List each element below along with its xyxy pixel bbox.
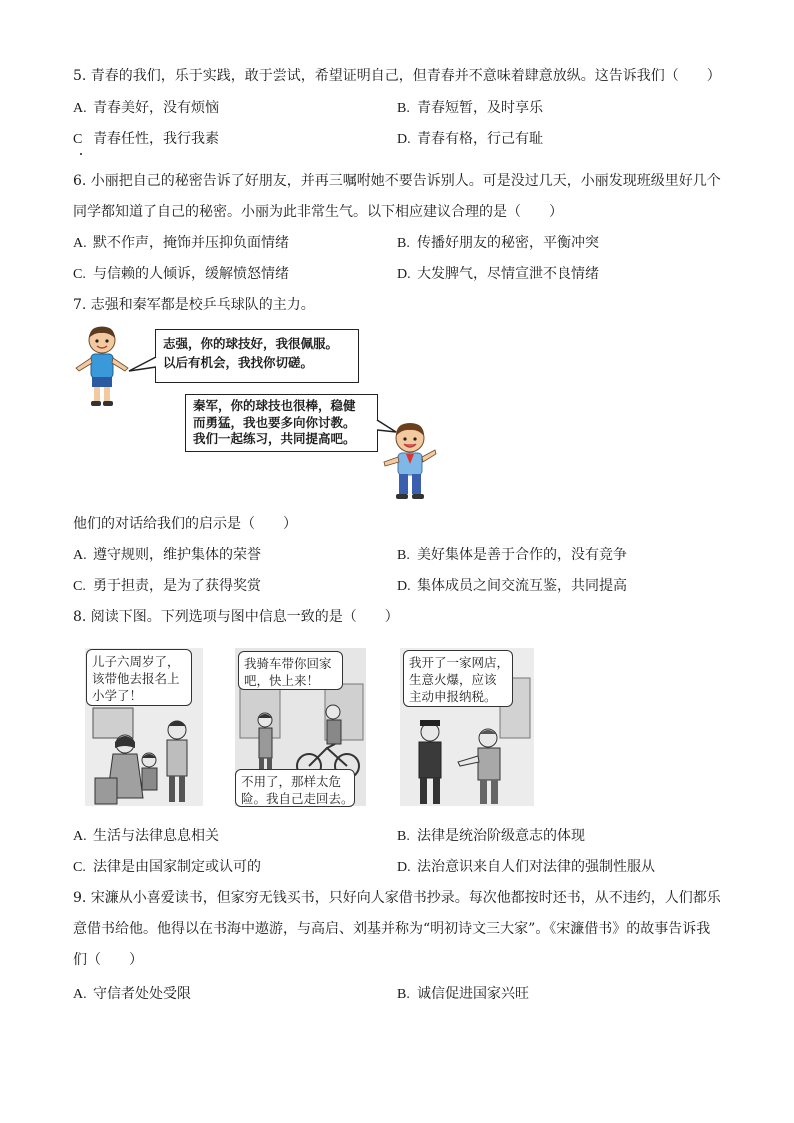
q8-stem: 8. 阅读下图。下列选项与图中信息一致的是（ ） (73, 609, 399, 625)
bubble-line: 以后有机会，我找你切磋。 (163, 355, 314, 370)
q6-stem-line2: 同学都知道了自己的秘密。小丽为此非常生气。以下相应建议合理的是（ ） (73, 204, 563, 220)
q6-option-c (73, 264, 289, 285)
option-text: 遵守规则，维护集体的荣誉 (93, 547, 261, 563)
option-text: 青春任性，我行我素 (93, 131, 219, 147)
option-text: 美好集体是善于合作的，没有竞争 (417, 547, 627, 563)
option-text: 法治意识来自人们对法律的强制性服从 (417, 859, 655, 875)
bubble-line: 儿子六周岁了， (92, 654, 180, 669)
q7-option-b (397, 545, 627, 566)
bubble-line: 而勇猛，我也要多向你讨教。 (193, 414, 356, 430)
option-letter: C. (73, 860, 86, 875)
panel3-speech-bubble (403, 650, 513, 707)
bubble-line: 险。我自己走回去。 (241, 791, 354, 806)
bubble-line: 小学了！ (92, 688, 143, 703)
q6-option-d (397, 264, 599, 285)
bubble-line: 秦军，你的球技也很棒，稳健 (193, 398, 356, 413)
option-text: 勇于担责，是为了获得奖赏 (93, 578, 261, 594)
bubble-line: 不用了，那样太危 (241, 774, 342, 789)
option-letter: A. (73, 829, 87, 844)
stray-dot (80, 153, 82, 155)
q7-stem: 7. 志强和秦军都是校乒乓球队的主力。 (73, 297, 315, 313)
q8-option-b (397, 826, 585, 847)
q5-stem: 5. 青春的我们，乐于实践，敢于尝试，希望证明自己，但青春并不意味着肆意放纵。这告诉我们（ ） (73, 68, 721, 84)
bubble-line: 我骑车带你回家 (244, 656, 332, 671)
option-text: 法律是由国家制定或认可的 (93, 859, 261, 875)
option-letter: A. (73, 987, 87, 1002)
option-letter: D. (397, 860, 411, 875)
q5-option-d (397, 129, 543, 150)
option-letter: C. (73, 267, 86, 282)
q9-option-a (73, 984, 191, 1005)
q6-stem-line1: 6. 小丽把自己的秘密告诉了好朋友，并再三嘱咐她不要告诉别人。可是没过几天，小丽发现班级里好几个 (73, 173, 721, 189)
panel2-bottom-speech-bubble (235, 769, 355, 807)
option-text: 与信赖的人倾诉，缓解愤怒情绪 (93, 266, 289, 282)
q9-stem-line3: 们（ ） (73, 952, 143, 968)
bubble-line: 吧，快上来！ (244, 673, 320, 688)
option-text: 青春短暂，及时享乐 (417, 100, 543, 116)
q5-option-b (397, 98, 543, 119)
q6-option-b (397, 233, 599, 254)
option-text: 集体成员之间交流互鉴，共同提高 (417, 578, 627, 594)
zhiqiang-speech-bubble (155, 329, 359, 383)
bubble-line: 我开了一家网店， (409, 655, 510, 670)
option-text: 默不作声，掩饰并压抑负面情绪 (93, 235, 289, 251)
bubble-line: 该带他去报名上 (92, 671, 180, 686)
boy-zhiqiang-illustration (72, 324, 132, 408)
panel2-top-speech-bubble (238, 651, 343, 690)
option-letter: C. (73, 579, 86, 594)
panel1-speech-bubble (86, 649, 192, 706)
bubble-line: 生意火爆，应该 (409, 672, 497, 687)
option-text: 诚信促进国家兴旺 (417, 986, 529, 1002)
q7-option-c (73, 576, 261, 597)
option-text: 青春有格，行己有耻 (417, 131, 543, 147)
bubble-line: 我们一起练习，共同提高吧。 (193, 431, 356, 446)
option-text: 传播好朋友的秘密，平衡冲突 (417, 235, 599, 251)
q6-option-a (73, 233, 289, 254)
option-text: 大发脾气，尽情宣泄不良情绪 (417, 266, 599, 282)
bubble-line: 主动申报纳税。 (409, 689, 497, 704)
option-letter: A. (73, 548, 87, 563)
q9-stem-line1: 9. 宋濂从小喜爱读书，但家穷无钱买书，只好向人家借书抄录。每次他都按时还书，从不违约，人们都乐 (73, 890, 721, 906)
option-text: 青春美好，没有烦恼 (93, 100, 219, 116)
q5-option-c (73, 129, 219, 150)
q7-option-d (397, 576, 627, 597)
q7-question: 他们的对话给我们的启示是（ ） (73, 516, 297, 532)
option-letter: B. (397, 829, 410, 844)
option-letter: A. (73, 101, 87, 116)
option-text: 生活与法律息息相关 (93, 828, 219, 844)
option-letter: B. (397, 987, 410, 1002)
option-letter: D. (397, 267, 411, 282)
qinjun-speech-bubble (185, 394, 378, 452)
option-letter: D. (397, 132, 411, 147)
bubble-line: 志强，你的球技好，我很佩服。 (163, 336, 339, 351)
option-text: 守信者处处受限 (93, 986, 191, 1002)
q9-stem-line2: 意借书给他。他得以在书海中遨游，与高启、刘基并称为“明初诗文三大家”。《宋濂借书》的故事告诉我 (73, 921, 711, 937)
q5-option-a (73, 98, 219, 119)
q9-option-b (397, 984, 529, 1005)
option-letter: A. (73, 236, 87, 251)
q7-option-a (73, 545, 261, 566)
q8-option-a (73, 826, 219, 847)
boy-qinjun-illustration (380, 420, 438, 502)
q8-option-d (397, 857, 655, 878)
option-letter: B. (397, 101, 410, 116)
option-letter: C (73, 132, 83, 147)
option-text: 法律是统治阶级意志的体现 (417, 828, 585, 844)
option-letter: B. (397, 236, 410, 251)
option-letter: D. (397, 579, 411, 594)
bubble-tail (127, 355, 157, 375)
option-letter: B. (397, 548, 410, 563)
q8-option-c (73, 857, 261, 878)
